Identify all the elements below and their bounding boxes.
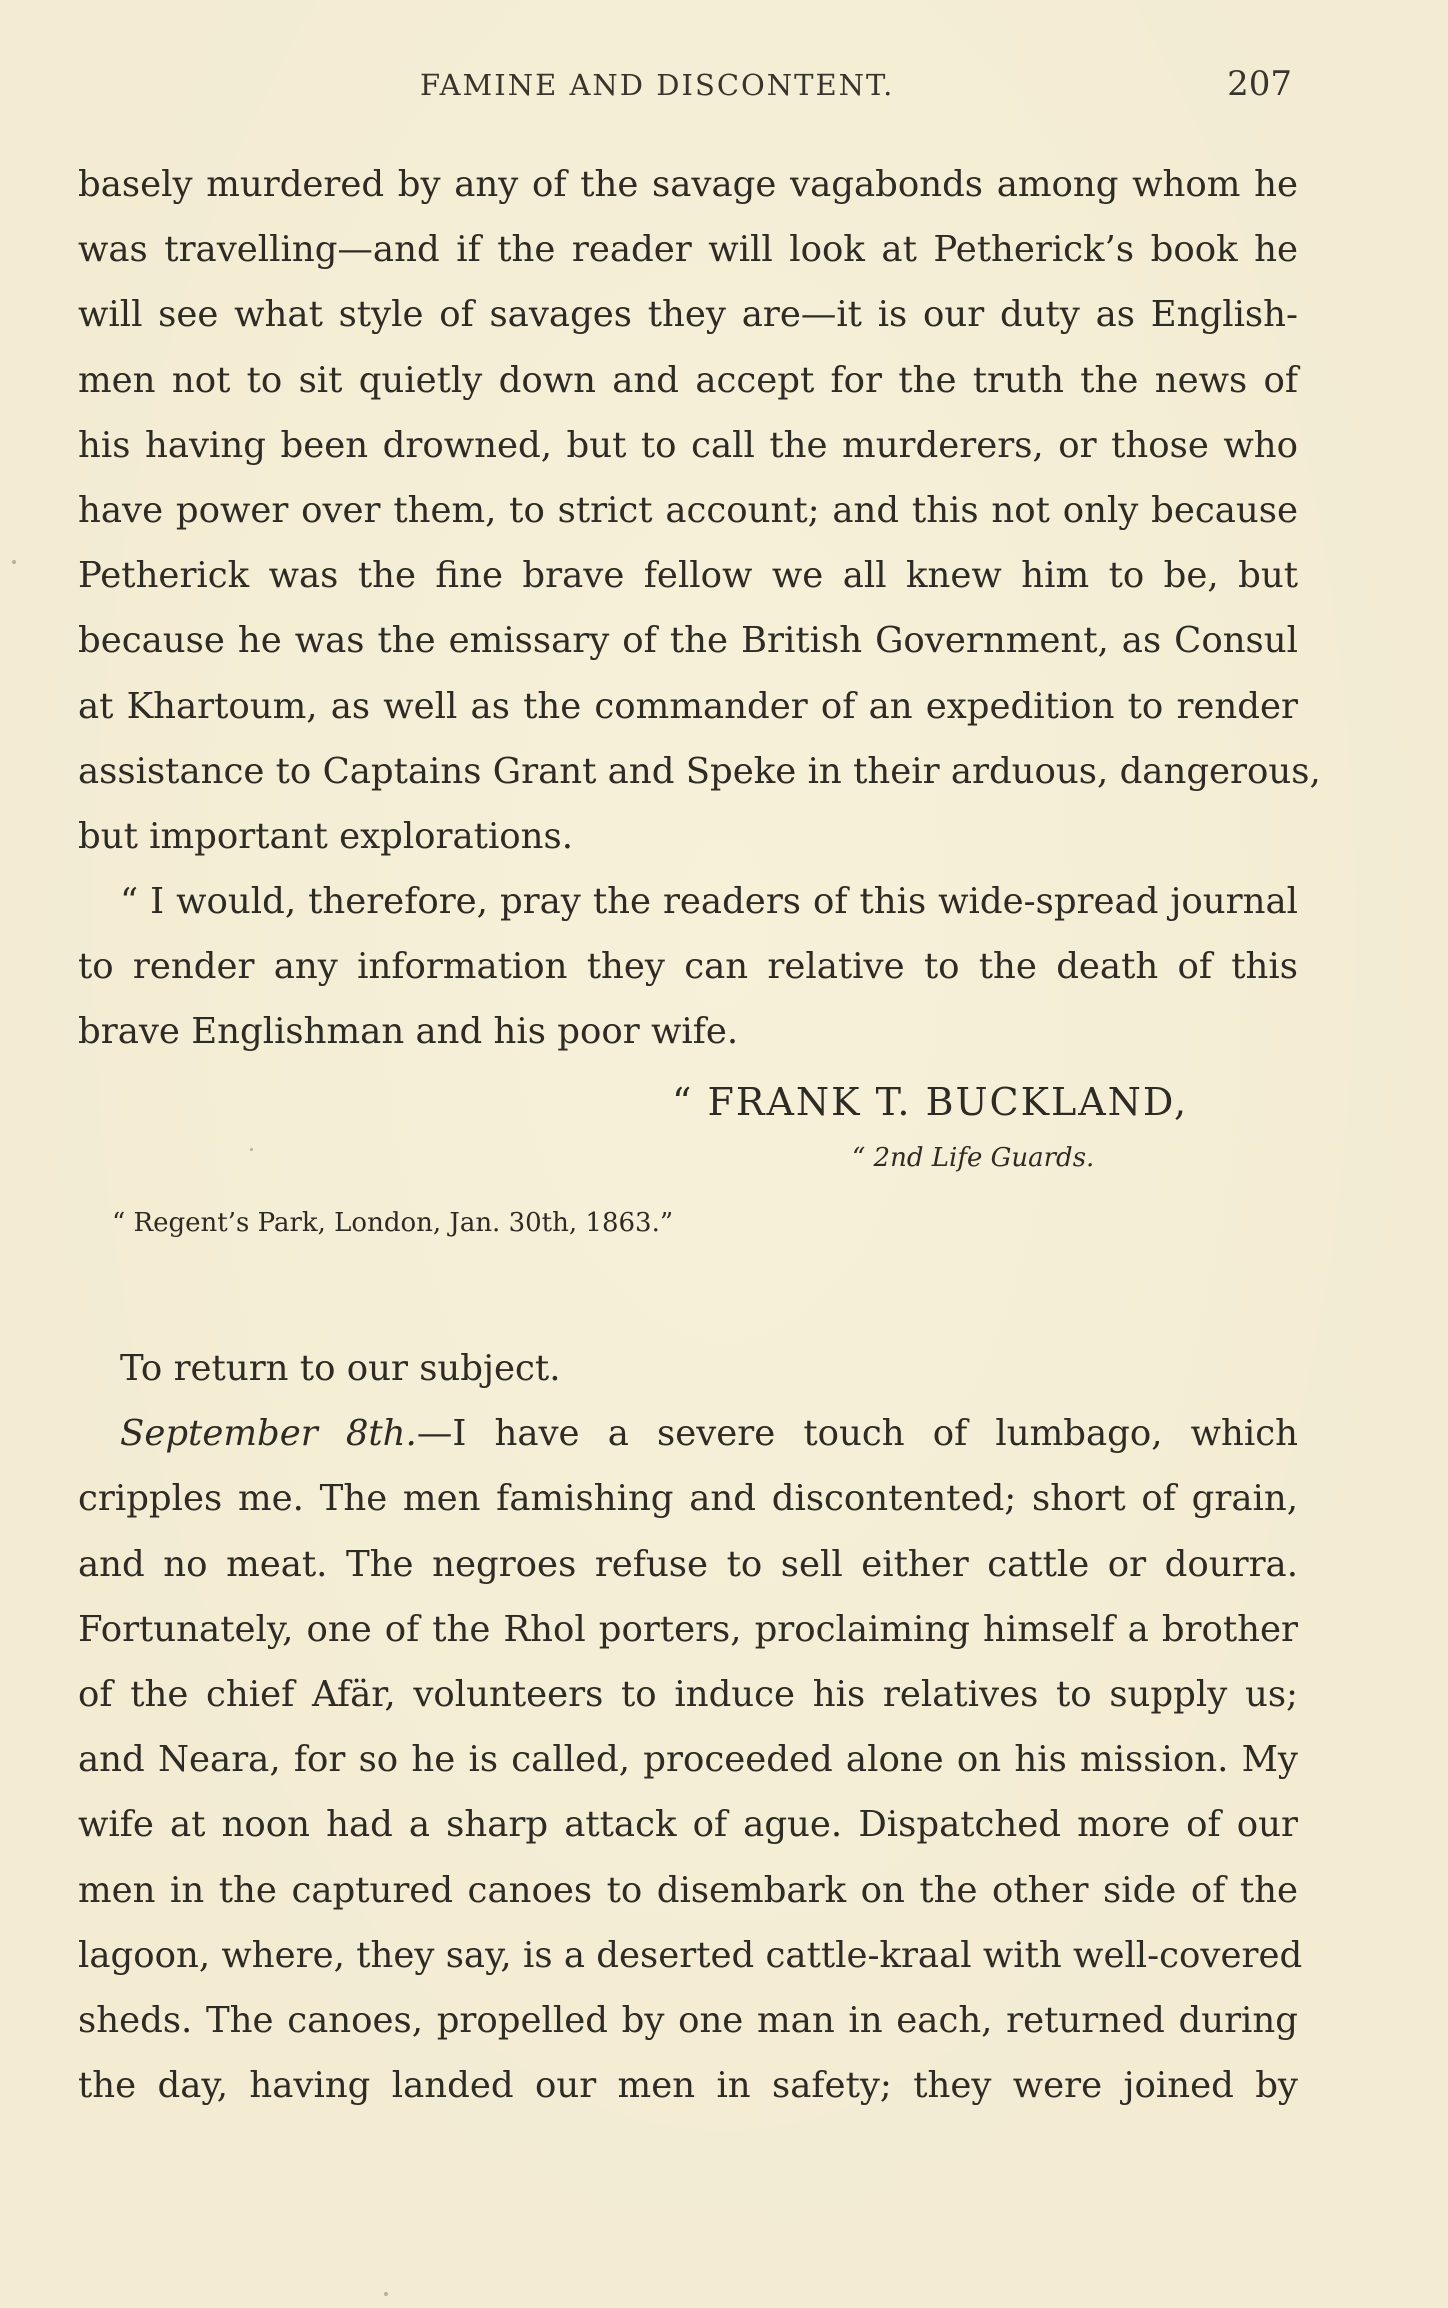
text-line: men in the captured canoes to disembark on the other side of the bbox=[78, 1869, 1298, 1911]
text-line: men not to sit quietly down and accept for the truth the news of bbox=[78, 359, 1298, 401]
text-line: his having been drowned, but to call the murderers, or those who bbox=[78, 424, 1298, 466]
page-number: 207 bbox=[1227, 64, 1292, 104]
text-line: Petherick was the fine brave fellow we all knew him to be, but bbox=[78, 555, 1298, 597]
paper-speck bbox=[384, 2292, 388, 2296]
letter-body bbox=[78, 152, 1321, 1065]
text-line: “ I would, therefore, pray the readers of this wide-spread journal bbox=[120, 881, 1298, 923]
text-line: brave Englishman and his poor wife. bbox=[78, 1011, 739, 1053]
text-line: of the chief Afär, volunteers to induce his relatives to supply us; bbox=[78, 1673, 1298, 1715]
journal-entry-first-line bbox=[78, 1401, 1298, 1466]
paper-speck bbox=[250, 1148, 253, 1151]
text-line: will see what style of savages they are—it is our duty as English- bbox=[78, 294, 1298, 336]
text-line: have power over them, to strict account; and this not only because bbox=[78, 489, 1298, 531]
text-line: and Neara, for so he is called, proceeded alone on his mission. My bbox=[78, 1739, 1298, 1781]
text-line: wife at noon had a sharp attack of ague. Dispatched more of our bbox=[78, 1804, 1298, 1846]
running-head: FAMINE AND DISCONTENT. bbox=[420, 68, 895, 102]
text-line: was travelling—and if the reader will look at Petherick’s book he bbox=[78, 229, 1298, 271]
text-line: cripples me. The men famishing and discontented; short of grain, bbox=[78, 1478, 1298, 1520]
entry-text: —I have a severe touch of lumbago, which bbox=[416, 1413, 1298, 1455]
text-line: because he was the emissary of the British Government, as Consul bbox=[78, 620, 1298, 662]
text-line: sheds. The canoes, propelled by one man in each, returned during bbox=[78, 1999, 1298, 2041]
text-line: To return to our subject. bbox=[120, 1348, 561, 1389]
text-line: the day, having landed our men in safety; they were joined by bbox=[78, 2065, 1298, 2107]
text-line: assistance to Captains Grant and Speke in their arduous, dangerous, bbox=[78, 750, 1321, 792]
signature-name: “ FRANK T. BUCKLAND, bbox=[672, 1080, 1189, 1124]
text-line: to render any information they can relative to the death of this bbox=[78, 946, 1298, 988]
text-line: Fortunately, one of the Rhol porters, proclaiming himself a brother bbox=[78, 1608, 1298, 1650]
letter-dateline: “ Regent’s Park, London, Jan. 30th, 1863.” bbox=[112, 1208, 674, 1238]
text-line: and no meat. The negroes refuse to sell either cattle or dourra. bbox=[78, 1543, 1298, 1585]
text-line: at Khartoum, as well as the commander of an expedition to render bbox=[78, 685, 1298, 727]
paper-speck bbox=[12, 560, 16, 564]
text-line: but important explorations. bbox=[78, 815, 574, 857]
text-line: lagoon, where, they say, is a deserted cattle-kraal with well-covered bbox=[78, 1934, 1303, 1976]
text-line: basely murdered by any of the savage vagabonds among whom he bbox=[78, 164, 1298, 205]
signature-regiment: “ 2nd Life Guards. bbox=[852, 1143, 1095, 1173]
entry-date: September 8th. bbox=[120, 1413, 417, 1455]
narrative-body bbox=[78, 1336, 1303, 2118]
